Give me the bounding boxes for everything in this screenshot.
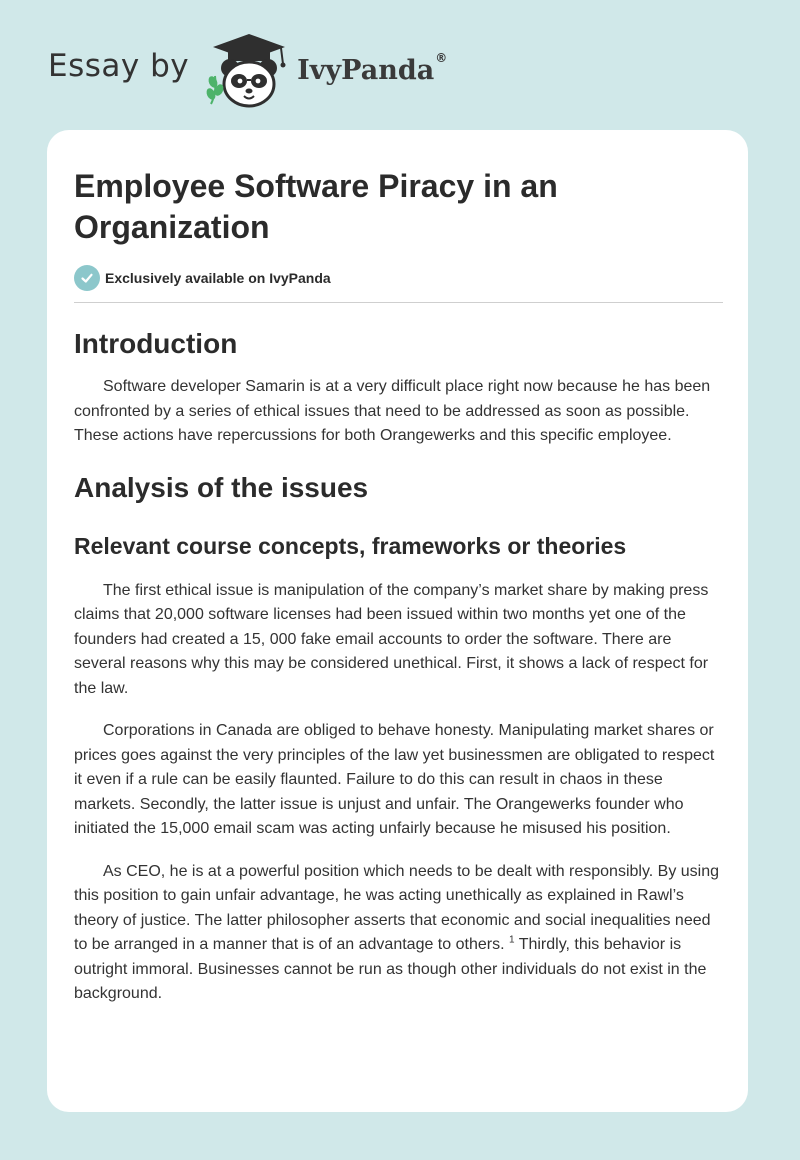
essay-title: Employee Software Piracy in an Organization [74, 168, 558, 245]
paragraph-analysis-1: The first ethical issue is manipulation of the company’s market share by making press claims that 20,000 software licenses had been issued within two months yet one of the founders had created a 15, 000 fake email accounts to order the software. There are several reasons why this may be considered unethical. First, it shows a lack of respect for the law. [74, 581, 709, 697]
paragraph-introduction: Software developer Samarin is at a very difficult place right now because he has been confronted by a series of ethical issues that need to be addressed as soon as possible. These actions have repercussions for both Orangewerks and this specific employee. [74, 378, 711, 444]
paragraph-analysis-3 [74, 860, 722, 1007]
paragraph-analysis-3-part2: Thirdly, this behavior is outright immoral. Businesses cannot be run as though other individuals do not exist in the background. [74, 936, 707, 1002]
heading-analysis: Analysis of the issues [74, 471, 369, 503]
divider [74, 302, 723, 303]
heading-introduction: Introduction [74, 328, 238, 359]
check-icon [74, 265, 100, 291]
brand-prefix: Essay by [48, 48, 190, 84]
footnote-ref[interactable]: 1 [508, 934, 515, 946]
registered-mark: ® [435, 50, 448, 65]
subheading-concepts: Relevant course concepts, frameworks or theories [74, 532, 627, 559]
essay-card [47, 130, 748, 1112]
paragraph-analysis-3-part1: As CEO, he is at a powerful position which needs to be dealt with responsibly. By using this position to gain unfair advantage, he was acting unethically as explained in Rawl’s theory of justice. The latter philosopher asserts that economic and social inequalities need to be arranged in a manner that is of an advantage to others. [74, 862, 720, 953]
exclusive-label: Exclusively available on IvyPanda [105, 270, 331, 286]
exclusive-badge [74, 264, 722, 292]
brand-header [48, 30, 447, 110]
panda-graduate-icon [203, 30, 295, 110]
brand-name: IvyPanda® [297, 50, 448, 86]
paragraph-analysis-2: Corporations in Canada are obliged to behave honesty. Manipulating market shares or prices goes against the very principles of the law yet businessmen are obligated to respect it even if a rule can be easily flaunted. Failure to do this can result in chaos in these markets. Secondly, the latter issue is unjust and unfair. The Orangewerks founder who initiated the 15,000 email scam was acting unfairly because he misused his position. [74, 722, 715, 837]
